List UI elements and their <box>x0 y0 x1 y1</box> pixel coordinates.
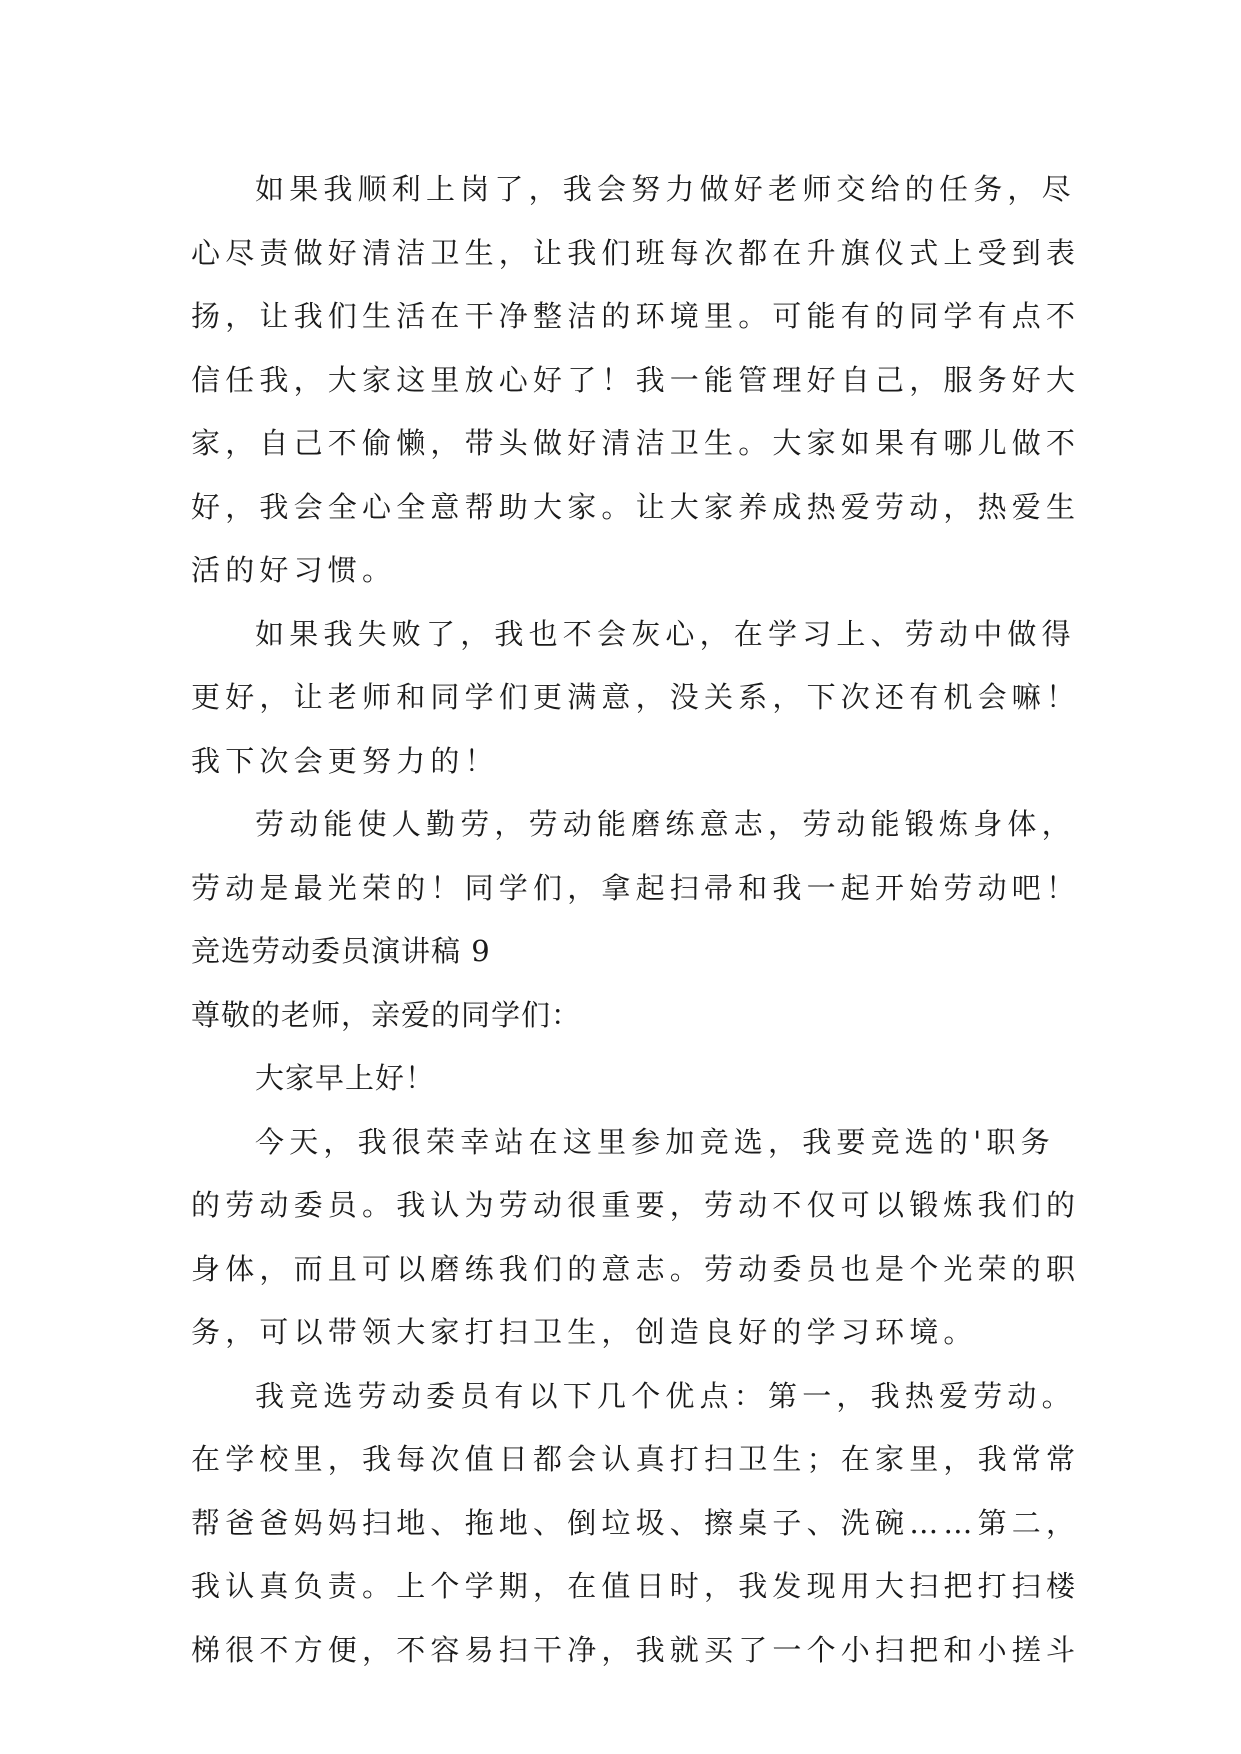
paragraph-line: 扬，让我们生活在干净整洁的环境里。可能有的同学有点不 <box>191 299 1081 333</box>
paragraph-line: 我下次会更努力的！ <box>191 743 499 778</box>
paragraph-line: 我认真负责。上个学期，在值日时，我发现用大扫把打扫楼 <box>191 1569 1081 1603</box>
paragraph-line: 好，我会全心全意帮助大家。让大家养成热爱劳动，热爱生 <box>191 489 1081 524</box>
paragraph-line: 家，自己不偷懒，带头做好清洁卫生。大家如果有哪儿做不 <box>191 426 1081 460</box>
paragraph-line: 心尽责做好清洁卫生，让我们班每次都在升旗仪式上受到表 <box>191 235 1081 270</box>
paragraph-line: 在学校里，我每次值日都会认真打扫卫生；在家里，我常常 <box>191 1442 1081 1476</box>
paragraph-line: 如果我顺利上岗了，我会努力做好老师交给的任务，尽 <box>255 172 1076 206</box>
paragraph-line: 劳动能使人勤劳，劳动能磨练意志，劳动能锻炼身体， <box>255 807 1076 841</box>
paragraph-line: 如果我失败了，我也不会灰心，在学习上、劳动中做得 <box>255 616 1076 651</box>
paragraph-line: 的劳动委员。我认为劳动很重要，劳动不仅可以锻炼我们的 <box>191 1188 1081 1222</box>
paragraph-line: 身体，而且可以磨练我们的意志。劳动委员也是个光荣的职 <box>191 1251 1081 1286</box>
paragraph-line: 更好，让老师和同学们更满意，没关系，下次还有机会嘛！ <box>191 680 1081 714</box>
document-body <box>191 158 1081 1682</box>
paragraph-line: 务，可以带领大家打扫卫生，创造良好的学习环境。 <box>191 1315 978 1349</box>
paragraph-line: 今天，我很荣幸站在这里参加竞选，我要竞选的'职务 <box>255 1124 1055 1159</box>
salutation: 尊敬的老师，亲爱的同学们： <box>191 997 582 1032</box>
section-heading: 竞选劳动委员演讲稿 9 <box>191 934 491 968</box>
paragraph-line: 我竞选劳动委员有以下几个优点：第一，我热爱劳动。 <box>255 1378 1076 1413</box>
paragraph-line: 梯很不方便，不容易扫干净，我就买了一个小扫把和小搓斗 <box>191 1632 1081 1667</box>
greeting: 大家早上好！ <box>255 1061 436 1095</box>
paragraph-line: 活的好习惯。 <box>191 553 397 587</box>
paragraph-line: 劳动是最光荣的！同学们，拿起扫帚和我一起开始劳动吧！ <box>191 870 1081 905</box>
paragraph-line: 信任我，大家这里放心好了！我一能管理好自己，服务好大 <box>191 362 1081 397</box>
paragraph-line: 帮爸爸妈妈扫地、拖地、倒垃圾、擦桌子、洗碗……第二， <box>191 1505 1081 1540</box>
